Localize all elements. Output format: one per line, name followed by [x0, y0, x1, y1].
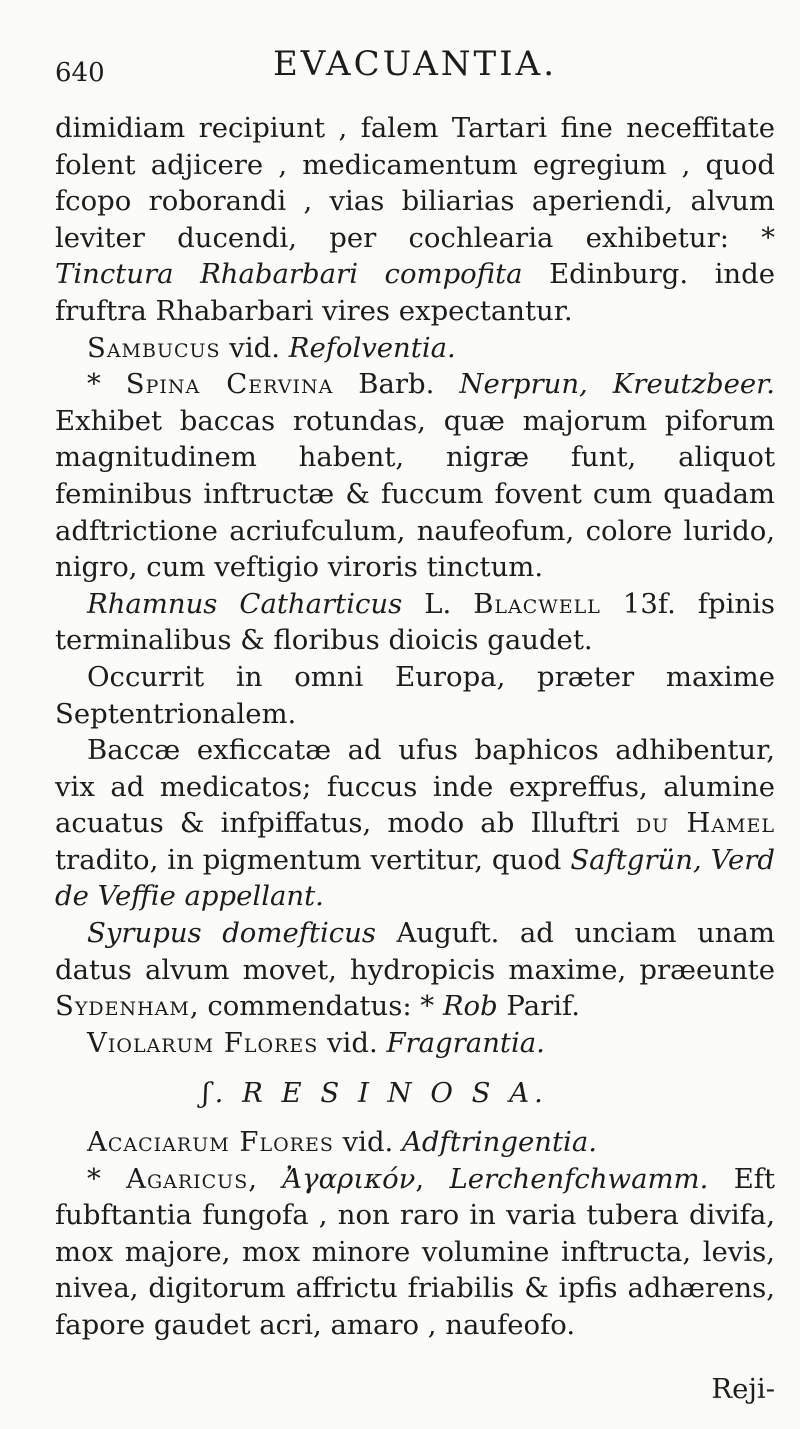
paragraph-syrupus: Syrupus domefticus Auguft. ad unciam unam datus alvum movet, hydropicis maxime, præeunte Sydenham, commendatus: * Rob Parif. — [55, 917, 775, 1023]
page-body — [55, 110, 775, 1344]
entry-sambucus: Sambucus vid. Refolventia. — [87, 331, 456, 364]
paragraph-continued: dimidiam recipiunt , falem Tartari fine neceffitate folent adjicere , medicamentum egregium , quod fcopo roborandi , vias biliarias aperiendi, alvum leviter ducendi, per cochlearia exhibetur: * Tinctura Rhabarbari compofita Edinburg. inde fruftra Rhabarbari vires expectantur. — [55, 112, 775, 327]
running-head: EVACUANTIA. — [272, 44, 557, 84]
paragraph-occurrit: Occurrit in omni Europa, præter maxime Septentrionalem. — [55, 660, 775, 730]
page-header — [55, 44, 775, 100]
section-heading: ʃ. R E S I N O S A. — [202, 1077, 548, 1110]
entry-agaricus: * Agaricus, Ἀγαρικόν, Lerchenfchwamm. Eft fubftantia fungofa , non raro in varia tubera divifa, mox majore, mox minore volumine inftructa, levis, nivea, digitorum affrictu friabilis & ipfis adhærens, fapore gaudet acri, amaro , naufeofo. — [55, 1162, 775, 1341]
entry-spina-cervina: * Spina Cervina Barb. Nerprun, Kreutzbeer. Exhibet baccas rotundas, quæ majorum piforum magnitudinem habent, nigræ funt, aliquot feminibus inftructæ & fuccum fovent cum quadam adftrictione acriufculum, naufeofum, colore lurido, nigro, cum veftigio viroris tinctum. — [55, 368, 775, 584]
entry-violarum-flores: Violarum Flores vid. Fragrantia. — [87, 1026, 545, 1059]
catchword: Reji- — [711, 1373, 775, 1405]
page-number: 640 — [55, 58, 105, 88]
entry-acaciarum-flores: Acaciarum Flores vid. Adftringentia. — [87, 1126, 597, 1159]
paragraph-baccae: Baccæ exficcatæ ad ufus baphicos adhibentur, vix ad medicatos; fuccus inde expreffus, alumine acuatus & infpiffatus, modo ab Illuftri du Hamel tradito, in pigmentum vertitur, quod Saftgrün, Verd de Veffie appellant. — [55, 734, 775, 913]
paragraph-rhamnus: Rhamnus Catharticus L. Blacwell 13f. fpinis terminalibus & floribus dioicis gaudet. — [55, 587, 775, 657]
